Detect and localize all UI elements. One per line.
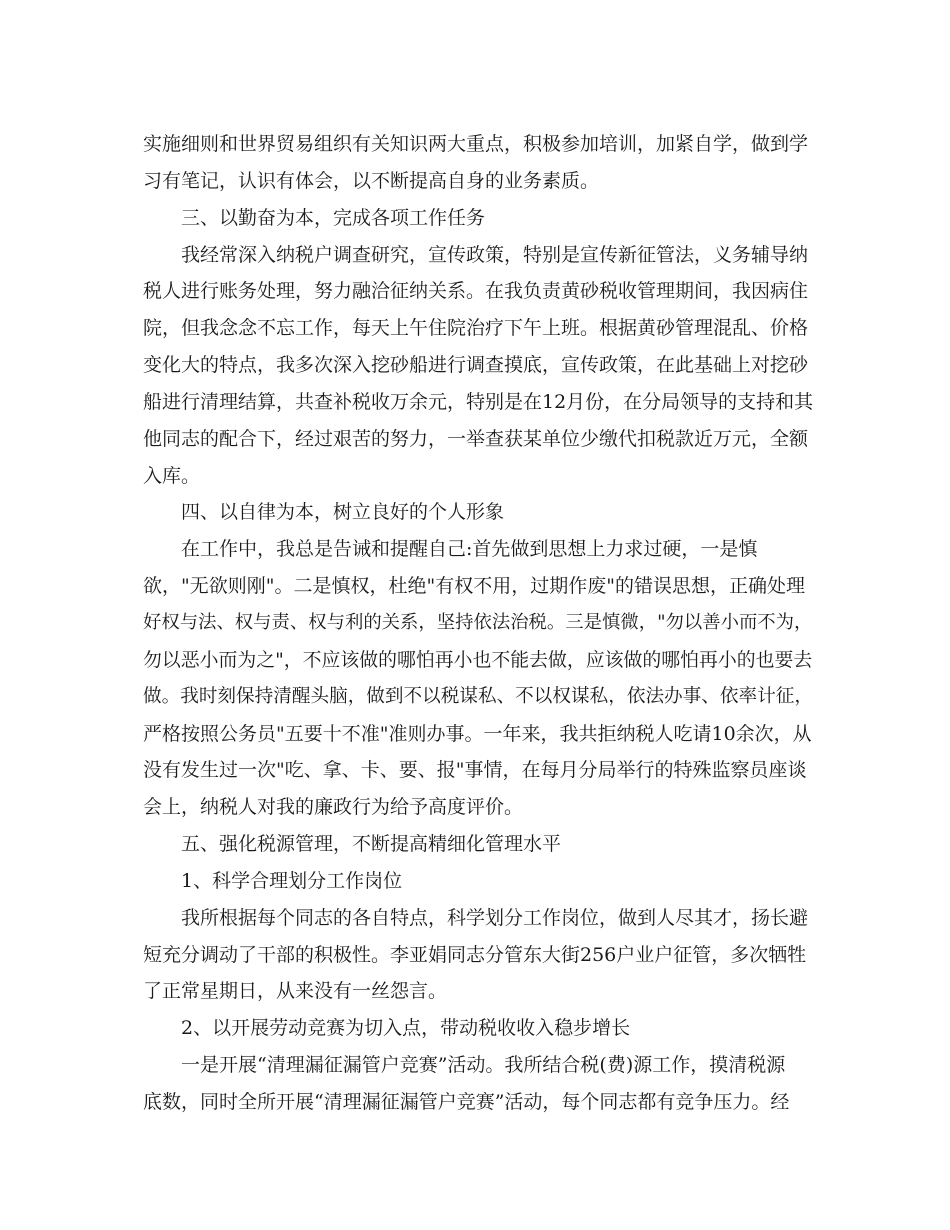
text-line: 短充分调动了干部的积极性。李亚娟同志分管东大街256户业户征管，多次牺牲 bbox=[143, 943, 807, 966]
text-line: 好权与法、权与责、权与利的关系，坚持依法治税。三是慎微，"勿以善小而不为， bbox=[143, 611, 813, 633]
text-line: 会上，纳税人对我的廉政行为给予高度评价。 bbox=[143, 796, 524, 819]
text-line: 他同志的配合下，经过艰苦的努力，一举查获某单位少缴代扣税款近万元，全额 bbox=[143, 427, 809, 450]
paragraph-first-line: 四、以自律为本，树立良好的个人形象 bbox=[181, 501, 505, 524]
text-line: 税人进行账务处理，努力融洽征纳关系。在我负责黄砂税收管理期间，我因病住 bbox=[143, 280, 809, 303]
text-line: 习有笔记，认识有体会，以不断提高自身的业务素质。 bbox=[143, 169, 600, 192]
paragraph-first-line: 1、科学合理划分工作岗位 bbox=[181, 869, 403, 892]
paragraph-first-line: 2、以开展劳动竞赛为切入点，带动税收收入稳步增长 bbox=[181, 1017, 631, 1040]
document-body bbox=[143, 126, 813, 1121]
text-line: 欲，"无欲则刚"。二是慎权，杜绝"有权不用，过期作废"的错误思想，正确处理 bbox=[143, 575, 805, 598]
paragraph-first-line: 三、以勤奋为本，完成各项工作任务 bbox=[181, 206, 486, 229]
text-line: 院，但我念念不忘工作，每天上午住院治疗下午上班。根据黄砂管理混乱、价格 bbox=[143, 317, 809, 340]
text-line: 了正常星期日，从来没有一丝怨言。 bbox=[143, 980, 448, 1003]
text-line: 做。我时刻保持清醒头脑，做到不以税谋私、不以权谋私，依法办事、依率计征， bbox=[143, 685, 813, 707]
paragraph-first-line: 我所根据每个同志的各自特点，科学划分工作岗位，做到人尽其才，扬长避 bbox=[181, 906, 809, 929]
text-line: 严格按照公务员"五要十不准"准则办事。一年来，我共拒纳税人吃请10余次，从 bbox=[143, 722, 812, 745]
text-line: 勿以恶小而为之"，不应该做的哪怕再小也不能去做，应该做的哪怕再小的也要去 bbox=[143, 648, 813, 671]
paragraph-first-line: 在工作中，我总是告诫和提醒自己:首先做到思想上力求过硬，一是慎 bbox=[181, 538, 758, 561]
text-line: 入库。 bbox=[143, 464, 201, 487]
text-line: 没有发生过一次"吃、拿、卡、要、报"事情，在每月分局举行的特殊监察员座谈 bbox=[143, 759, 807, 782]
text-line: 变化大的特点，我多次深入挖砂船进行调查摸底，宣传政策，在此基础上对挖砂 bbox=[143, 354, 809, 377]
paragraph-first-line: 五、强化税源管理，不断提高精细化管理水平 bbox=[181, 833, 562, 856]
text-line: 船进行清理结算，共查补税收万余元，特别是在12月份，在分局领导的支持和其 bbox=[143, 390, 814, 413]
paragraph-first-line: 一是开展“清理漏征漏管户竞赛”活动。我所结合税(费)源工作，摸清税源 bbox=[181, 1054, 786, 1077]
text-line: 底数，同时全所开展“清理漏征漏管户竞赛”活动，每个同志都有竞争压力。经 bbox=[143, 1090, 790, 1113]
paragraph-first-line: 我经常深入纳税户调查研究，宣传政策，特别是宣传新征管法，义务辅导纳 bbox=[181, 243, 809, 266]
text-line: 实施细则和世界贸易组织有关知识两大重点，积极参加培训，加紧自学，做到学 bbox=[143, 133, 809, 155]
